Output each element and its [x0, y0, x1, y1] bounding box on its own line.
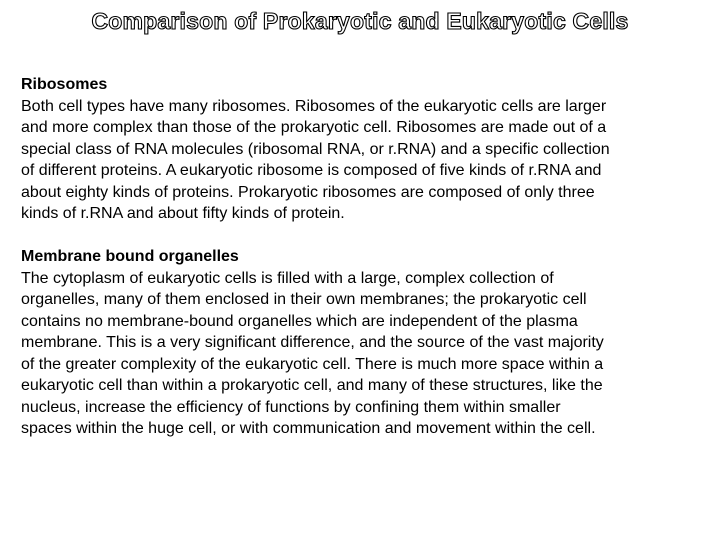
- slide-title: Comparison of Prokaryotic and Eukaryotic Cells: [91, 8, 629, 34]
- slide-content: [21, 74, 701, 440]
- section-body: The cytoplasm of eukaryotic cells is filled with a large, complex collection of organelles, many of them enclosed in their own membranes; the prokaryotic cell contains no membrane-bound organelles which are independent of the plasma membrane. This is a very significant difference, and the source of the vast majority of the greater complexity of the eukaryotic cell. There is much more space within a eukaryotic cell than within a prokaryotic cell, and many of these structures, like the nucleus, increase the efficiency of functions by confining them within smaller spaces within the huge cell, or with communication and movement within the cell.: [21, 269, 604, 437]
- section-body: Both cell types have many ribosomes. Ribosomes of the eukaryotic cells are larger and more complex than those of the prokaryotic cell. Ribosomes are made out of a special class of RNA molecules (ribosomal RNA, or r.RNA) and a specific collection of different proteins. A eukaryotic ribosome is composed of five kinds of r.RNA and about eighty kinds of proteins. Prokaryotic ribosomes are composed of only three kinds of r.RNA and about fifty kinds of protein.: [21, 97, 610, 222]
- section-heading: Membrane bound organelles: [21, 248, 239, 265]
- section-heading: Ribosomes: [21, 76, 108, 93]
- section-membrane-bound-organelles: [21, 246, 701, 440]
- section-ribosomes: [21, 74, 701, 225]
